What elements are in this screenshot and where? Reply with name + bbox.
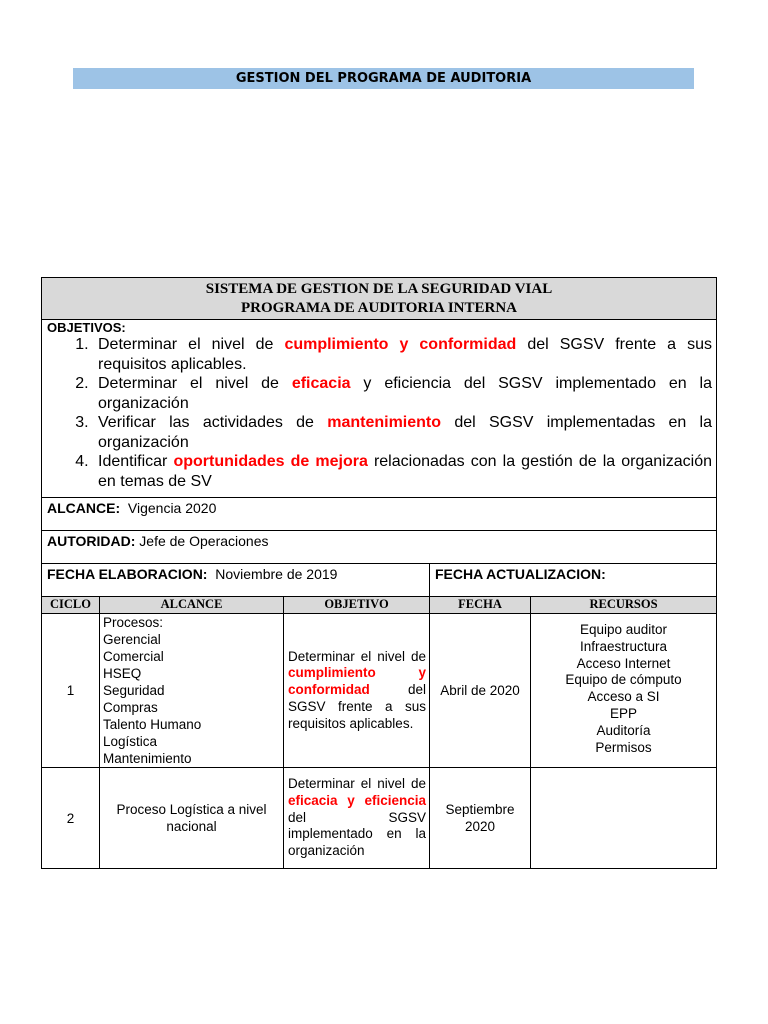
- fecha-elaboracion-cell: [42, 564, 430, 597]
- objetivo-highlight: eficacia y eficiencia: [288, 792, 426, 808]
- column-header-recursos: RECURSOS: [531, 597, 717, 614]
- fecha-actualizacion-label: FECHA ACTUALIZACION:: [435, 566, 606, 582]
- table-title: [42, 278, 717, 320]
- page-banner-title: GESTION DEL PROGRAMA DE AUDITORIA: [73, 68, 694, 89]
- column-header-fecha: FECHA: [430, 597, 531, 614]
- table-row: [42, 614, 717, 768]
- objective-item: 1. Determinar el nivel de cumplimiento y conformidad del SGSV frente a sus requisitos aplicables.: [93, 335, 712, 374]
- fecha-cell: Septiembre 2020: [430, 768, 531, 869]
- alcance-item: Logística: [103, 734, 158, 749]
- recurso-item: Equipo de cómputo: [565, 672, 682, 688]
- alcance-value: Vigencia 2020: [127, 500, 217, 516]
- autoridad-value: Jefe de Operaciones: [139, 533, 269, 549]
- recurso-item: Permisos: [595, 739, 652, 755]
- alcance-label: ALCANCE:: [47, 500, 121, 516]
- objective-item: 2. Determinar el nivel de eficacia y eficiencia del SGSV implementado en la organización: [93, 374, 712, 413]
- alcance-item: Talento Humano: [103, 717, 202, 732]
- autoridad-row: [42, 531, 717, 564]
- recurso-item: Auditoría: [596, 722, 651, 738]
- objective-highlight: mantenimiento: [327, 414, 442, 431]
- recurso-item: Acceso a SI: [587, 689, 660, 705]
- alcance-row: [42, 498, 717, 531]
- alcance-item: Procesos:: [103, 615, 164, 630]
- objective-item: 4. Identificar oportunidades de mejora relacionadas con la gestión de la organización en temas de SV: [93, 452, 712, 491]
- objectives-list: [47, 335, 712, 491]
- recursos-cell: [531, 768, 717, 869]
- column-header-alcance: ALCANCE: [100, 597, 284, 614]
- alcance-item: Seguridad: [103, 683, 165, 698]
- fecha-elaboracion-value: Noviembre de 2019: [215, 566, 338, 582]
- objectives-label: OBJETIVOS:: [47, 320, 126, 335]
- ciclo-cell: 1: [42, 614, 100, 768]
- column-header-objetivo: OBJETIVO: [284, 597, 430, 614]
- column-header-ciclo: CICLO: [42, 597, 100, 614]
- objectives-section: [42, 320, 717, 498]
- objective-highlight: oportunidades de mejora: [173, 453, 368, 470]
- ciclo-cell: 2: [42, 768, 100, 869]
- alcance-item: Mantenimiento: [103, 751, 192, 766]
- recurso-item: Equipo auditor: [579, 622, 668, 637]
- objective-item: 3. Verificar las actividades de mantenimiento del SGSV implementadas en la organización: [93, 413, 712, 452]
- objetivo-cell: Determinar el nivel de eficacia y eficiencia del SGSV implementado en la organización: [284, 768, 430, 869]
- objective-highlight: cumplimiento y conformidad: [284, 336, 517, 353]
- audit-program-table: [41, 277, 717, 869]
- alcance-item: Compras: [103, 700, 158, 715]
- recurso-item: Infraestructura: [579, 638, 668, 654]
- table-row: [42, 768, 717, 869]
- objetivo-highlight: cumplimiento y conformidad: [288, 665, 426, 698]
- alcance-item: Comercial: [103, 649, 164, 664]
- objetivo-cell: Determinar el nivel de cumplimiento y conformidad del SGSV frente a sus requisitos aplicables.: [284, 614, 430, 768]
- fecha-actualizacion-cell: [430, 564, 717, 597]
- recurso-item: Acceso Internet: [576, 655, 671, 671]
- objective-highlight: eficacia: [291, 375, 351, 392]
- fecha-elaboracion-label: FECHA ELABORACION:: [47, 566, 208, 582]
- alcance-item: HSEQ: [103, 666, 142, 681]
- table-title-line2: PROGRAMA DE AUDITORIA INTERNA: [240, 300, 517, 316]
- fecha-cell: Abril de 2020: [430, 614, 531, 768]
- alcance-cell: [100, 614, 284, 768]
- autoridad-label: AUTORIDAD:: [47, 533, 136, 549]
- table-title-line1: SISTEMA DE GESTION DE LA SEGURIDAD VIAL: [205, 281, 553, 297]
- alcance-cell: Proceso Logística a nivel nacional: [100, 768, 284, 869]
- recursos-cell: [531, 614, 717, 768]
- alcance-item: Gerencial: [103, 632, 161, 647]
- recurso-item: EPP: [609, 705, 637, 721]
